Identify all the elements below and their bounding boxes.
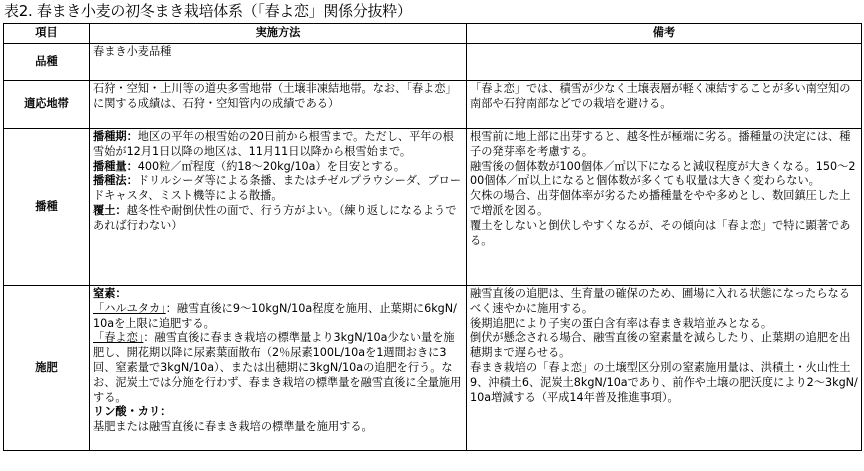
row-label-fertilizer: 施肥	[4, 286, 90, 451]
fertilizer-remark-4: 春まき栽培の「春よ恋」の土壌型区分別の窒素施用量は、洪積土・火山性土9、沖積土6、泥炭土8kgN/10aであり、前作や土壌の肥沃度により2～3kgN/10a増減する（平成14年普及推進事項）。	[470, 360, 858, 404]
fertilizer-remark-2: 後期追肥により子実の蛋白含有率は春まき栽培並みとなる。	[470, 316, 773, 330]
fertilizer-remarks	[467, 286, 862, 451]
sowing-remark-3: 欠株の場合、出芽個体率が劣るため播種量をやや多めとし、数回鎮圧した上で増派を図る。	[470, 189, 851, 217]
variety-method: 春まき小麦品種	[90, 44, 467, 81]
sowing-method	[90, 129, 467, 286]
fertilizer-remark-1: 融雪直後の追肥は、生育量の確保のため、圃場に入れる状態になったらなるべく速やかに施用する。	[470, 287, 850, 315]
sowing-cover-head: 覆土：	[93, 203, 127, 217]
sowing-amount-text: 400粒／㎡程度（約18～20kg/10a）を目安とする。	[137, 159, 406, 173]
fertilizer-method	[90, 286, 467, 451]
sowing-method-text: ドリルシーダ等による条播、またはチゼルプラウシーダ、ブロードキャスタ、ミスト機等による散播。	[93, 174, 462, 203]
nitrogen-head: 窒素：	[93, 287, 127, 300]
table-row-region	[4, 81, 862, 129]
region-method: 石狩・空知・上川等の道央多雪地帯（土壌非凍結地帯。なお、「春よ恋」に関する成績は、石狩・空知管内の成績である）	[90, 81, 467, 129]
table-header-row	[4, 24, 862, 44]
sowing-period-text: 地区の平年の根雪始の20日前から根雪まで。ただし、平年の根雪始が12月1日以降の地区は、11月11日以降から根雪始まで。	[93, 130, 454, 158]
table-row-sowing	[4, 129, 862, 286]
sowing-cover-text: 越冬性や耐倒伏性の面で、行う方がよい。（練り返しになるようであれば行わない）	[93, 203, 457, 232]
variety-remarks	[467, 44, 862, 81]
sowing-remark-1: 根雪前に地上部に出芽すると、越冬性が極端に劣る。播種量の決定には、種子の発芽率を考慮する。	[470, 130, 851, 158]
header-item: 項目	[4, 24, 90, 44]
sowing-period-head: 播種期：	[93, 130, 138, 143]
row-label-region: 適応地帯	[4, 81, 90, 129]
header-remarks: 備考	[467, 24, 862, 44]
pk-head: リン酸・カリ：	[93, 405, 172, 419]
sowing-remark-2: 融雪後の個体数が100個体／㎡以下になると減収程度が大きくなる。150～200個体／㎡以上になると個体数が多くても収量は大きく変わらない。	[470, 159, 856, 188]
sowing-amount-head: 播種量：	[93, 159, 138, 173]
sowing-remarks	[467, 129, 862, 286]
row-label-sowing: 播種	[4, 129, 90, 286]
table-row-fertilizer	[4, 286, 862, 451]
row-label-variety: 品種	[4, 44, 90, 81]
region-remarks: 「春よ恋」では、積雪が少なく土壌表層が軽く凍結することが多い南空知の南部や石狩南部などでの栽培を避ける。	[467, 81, 862, 129]
table-row-variety	[4, 44, 862, 81]
fertilizer-remark-3: 倒伏が懸念される場合、融雪直後の窒素量を減らしたり、止葉期の追肥を出穂期まで遅らせる。	[470, 331, 851, 360]
pk-text: 基肥または融雪直後に春まき栽培の標準量を施用する。	[93, 420, 373, 434]
haruyokoi-name: 「春よ恋」	[93, 331, 144, 345]
sowing-remark-4: 覆土をしないと倒伏しやすくなるが、その傾向は「春よ恋」で特に顕著である。	[470, 218, 851, 247]
page-title: 表2. 春まき小麦の初冬まき栽培体系（「春よ恋」関係分抜粋）	[4, 2, 412, 20]
haruyutaka-name: 「ハルユタカ」	[93, 301, 166, 315]
haruyokoi-text: ：融雪直後に春まき栽培の標準量より3kgN/10a少ない量を施肥し、開花期以降に尿素葉面散布（2％尿素100L/10aを1週間おきに3回、窒素量で3kgN/10a）、または出穂期に3kgN/10aの追肥を行う。なお、泥炭土では分施を行わず、春まき栽培の標準量を融雪直後に全量施用する。	[93, 331, 462, 404]
haruyutaka-text: ：融雪直後に9～10kgN/10a程度を施用、止葉期に6kgN/10aを上限に追肥する。	[93, 301, 457, 330]
cultivation-table	[3, 23, 862, 451]
header-method: 実施方法	[90, 24, 467, 44]
sowing-method-head: 播種法：	[93, 174, 138, 188]
